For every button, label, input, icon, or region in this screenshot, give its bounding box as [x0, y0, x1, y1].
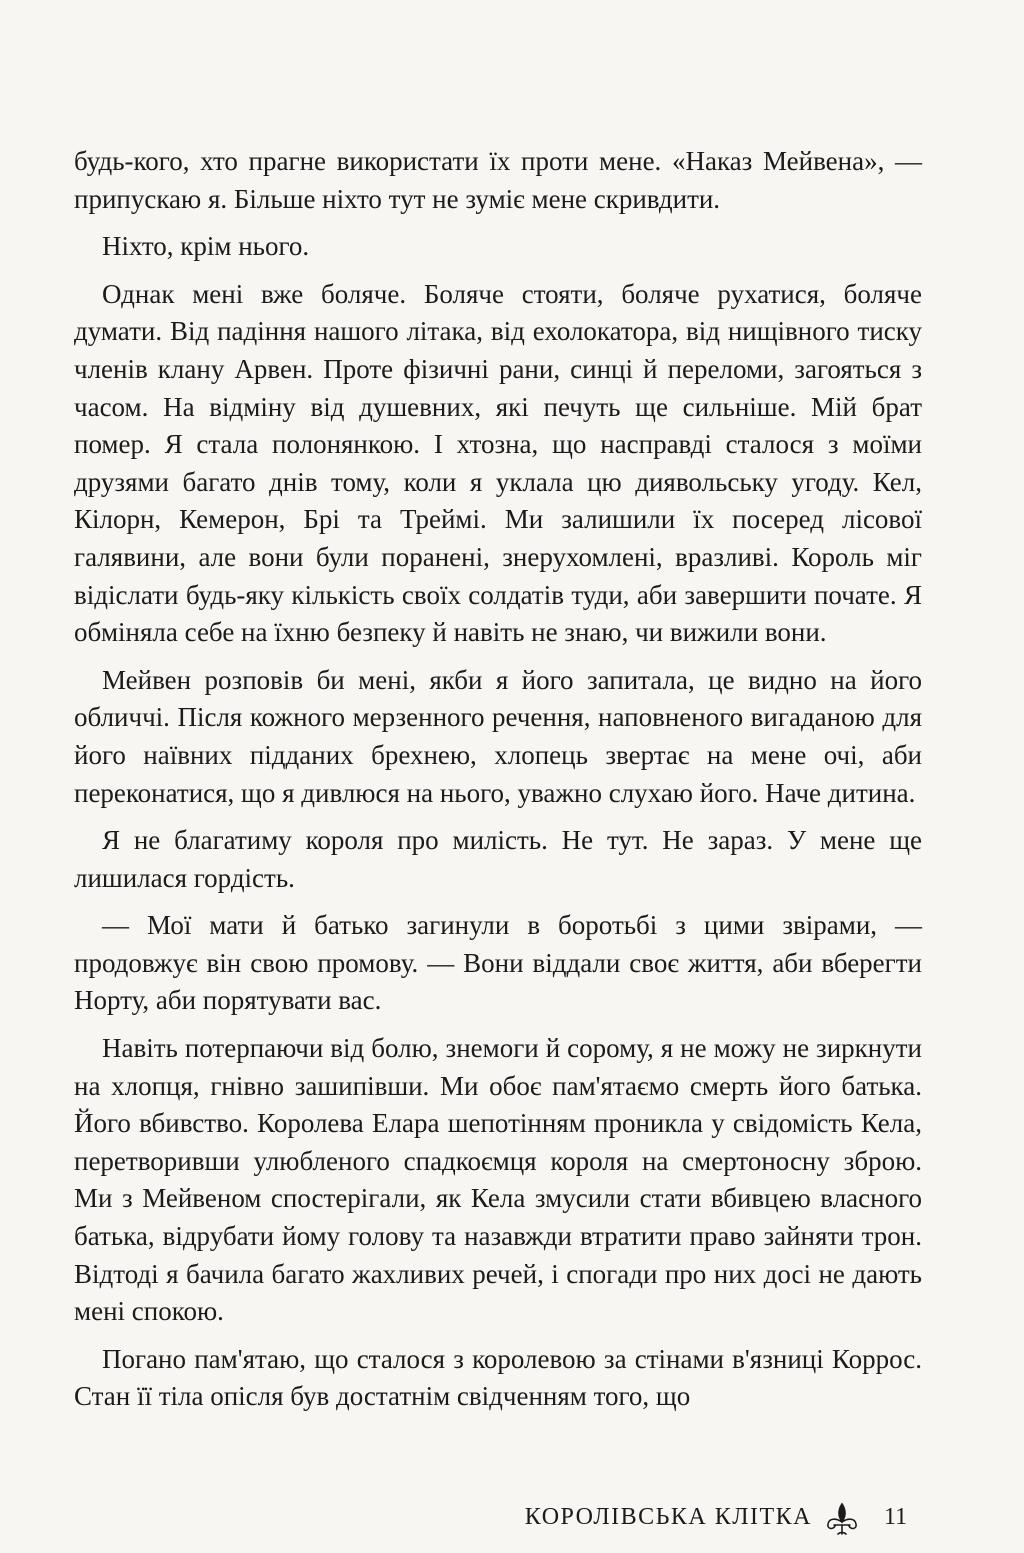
paragraph-6: — Мої мати й батько загинули в боротьбі з цими звірами, — продовжує він свою промову. — Вони віддали своє життя, аби вберегти Норту, аби порятувати вас.: [74, 910, 922, 1016]
body-text: [74, 143, 922, 1426]
paragraph-8: Погано пам'ятаю, що сталося з королевою за стінами в'язниці Коррос. Стан її тіла опісля був достатнім свідченням того, що: [74, 1343, 922, 1412]
running-title: КОРОЛІВСЬКА КЛІТКА: [524, 1504, 812, 1530]
paragraph-4: Мейвен розповів би мені, якби я його запитала, це видно на його обличчі. Після кожного мерзенного речення, наповненого вигаданою для його наївних підданих брехнею, хлопець звертає на мене очі, аби переконатися, що я дивлюся на нього, уважно слухаю його. Наче дитина.: [74, 664, 922, 808]
paragraph-2: Ніхто, крім нього.: [102, 231, 310, 262]
paragraph-3: Однак мені вже боляче. Боляче стояти, боляче рухатися, боляче думати. Від падіння нашого літака, від ехолокатора, від нищівного тиску членів клану Арвен. Проте фізичні рани, синці й переломи, загояться з часом. На відміну від душевних, які печуть ще сильніше. Мій брат помер. Я стала полонянкою. І хтозна, що насправді сталося з моїми друзями багато днів тому, коли я уклала цю диявольську угоду. Кел, Кілорн, Кемерон, Брі та Треймі. Ми залишили їх посеред лісової галявини, але вони були поранені, знерухомлені, вразливі. Король міг відіслати будь-яку кількість своїх солдатів туди, аби завершити почате. Я обміняла себе на їхню безпеку й навіть не знаю, чи вижили вони.: [74, 278, 922, 648]
fleur-de-lis-icon: [822, 1500, 862, 1540]
paragraph-5: Я не благатиму короля про милість. Не тут. Не зараз. У мене ще лишилася гордість.: [74, 825, 922, 893]
page-footer: [0, 1500, 1024, 1540]
page-number: 11: [884, 1504, 908, 1530]
paragraph-7: Навіть потерпаючи від болю, знемоги й сорому, я не можу не зиркнути на хлопця, гнівно зашипівши. Ми обоє пам'ятаємо смерть його батька. Його вбивство. Королева Елара шепотінням проникла у свідомість Кела, перетворивши улюбленого спадкоємця короля на смертоносну зброю. Ми з Мейвеном спостерігали, як Кела змусили стати вбивцею власного батька, відрубати йому голову та назавжди втратити право зайняти трон. Відтоді я бачила багато жахливих речей, і спогади про них досі не дають мені спокою.: [74, 1033, 922, 1327]
paragraph-1: будь-кого, хто прагне використати їх проти мене. «Наказ Мейвена», — припускаю я. Більше ніхто тут не зуміє мене скривдити.: [74, 146, 922, 214]
